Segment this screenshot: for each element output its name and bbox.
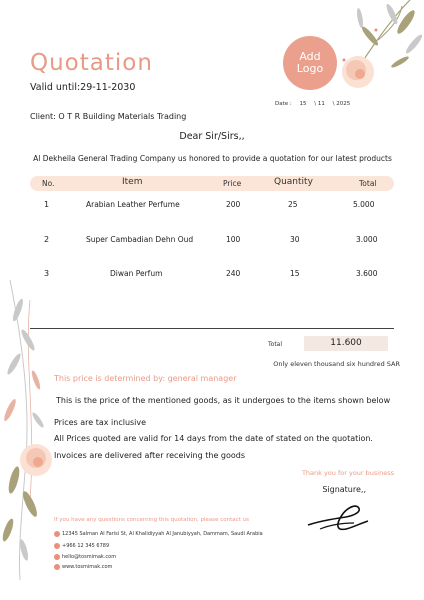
phone-text: +966 12 345 6789 [62, 543, 110, 549]
globe-icon [54, 564, 60, 570]
header-no: No. [42, 179, 55, 188]
term-item: Invoices are delivered after receiving the goods [54, 451, 246, 460]
table-row [30, 269, 394, 283]
floral-decoration-top-right [330, 0, 424, 110]
contact-website [54, 564, 112, 570]
row-price: 240 [226, 269, 241, 278]
floral-decoration-left [0, 280, 60, 580]
location-pin-icon [54, 531, 60, 537]
header-item: Item [122, 177, 143, 187]
table-divider [30, 328, 394, 329]
logo-line-2: Logo [296, 62, 324, 75]
date-year: \ 2025 [332, 101, 351, 107]
row-item: Arabian Leather Perfume [86, 200, 180, 209]
signature-scribble [306, 503, 372, 533]
address-text: 12345 Salman Al Farisi St, Al Khalidiyyah Al Janubiyyah, Dammam, Saudi Arabia [62, 531, 263, 537]
logo-line-1: Add [299, 49, 321, 63]
date-day: 15 [299, 101, 307, 107]
table-row [30, 235, 394, 249]
logo-placeholder [283, 36, 337, 90]
email-icon [54, 554, 60, 560]
total-in-words: Only eleven thousand six hundred SAR [273, 360, 400, 368]
thank-you-note: Thank you for your business [301, 469, 394, 477]
email-text[interactable]: hello@tosmimak.com [62, 554, 117, 560]
row-total: 3.000 [356, 235, 378, 244]
term-item: Prices are tax inclusive [54, 418, 147, 427]
row-total: 3.600 [356, 269, 378, 278]
row-total: 5.000 [353, 200, 375, 209]
document-title: Quotation [30, 50, 153, 76]
table-row [30, 200, 394, 214]
contact-question: If you have any questions concerning this quotation, please contact us [54, 517, 249, 523]
header-quantity: Quantity [274, 177, 313, 187]
valid-until: Valid until:29-11-2030 [30, 82, 136, 93]
total-label: Total [268, 341, 283, 348]
header-total: Total [359, 179, 377, 188]
intro-text: Al Dekheila General Trading Company us honored to provide a quotation for our latest products [33, 154, 392, 163]
row-price: 200 [226, 200, 241, 209]
row-quantity: 15 [290, 269, 300, 278]
row-quantity: 30 [290, 235, 300, 244]
row-item: Super Cambadian Dehn Oud [86, 235, 194, 244]
row-quantity: 25 [288, 200, 298, 209]
term-item: All Prices quoted are valid for 14 days from the date of stated on the quotation. [54, 434, 373, 443]
price-determined-by: This price is determined by: general manager [54, 374, 237, 383]
contact-email [54, 554, 116, 560]
row-price: 100 [226, 235, 241, 244]
date-line [275, 101, 356, 107]
website-link[interactable]: www.tosmimak.com [62, 564, 113, 570]
row-no: 2 [44, 235, 50, 244]
client-line: Client: O T R Building Materials Trading [30, 112, 187, 121]
date-month: \ 11 [314, 101, 325, 107]
contact-address [54, 531, 263, 537]
row-no: 1 [44, 200, 50, 209]
contact-phone [54, 543, 109, 549]
date-label: Date : [275, 101, 292, 107]
table-header [30, 176, 394, 191]
row-item: Diwan Perfum [110, 269, 163, 278]
price-note: This is the price of the mentioned goods, as it undergoes to the items shown below [56, 396, 391, 405]
header-price: Price [223, 179, 242, 188]
row-no: 3 [44, 269, 50, 278]
signature-label: Signature,, [322, 485, 366, 494]
greeting: Dear Sir/Sirs,, [179, 131, 245, 142]
phone-icon [54, 543, 60, 549]
total-value: 11.600 [304, 336, 388, 351]
